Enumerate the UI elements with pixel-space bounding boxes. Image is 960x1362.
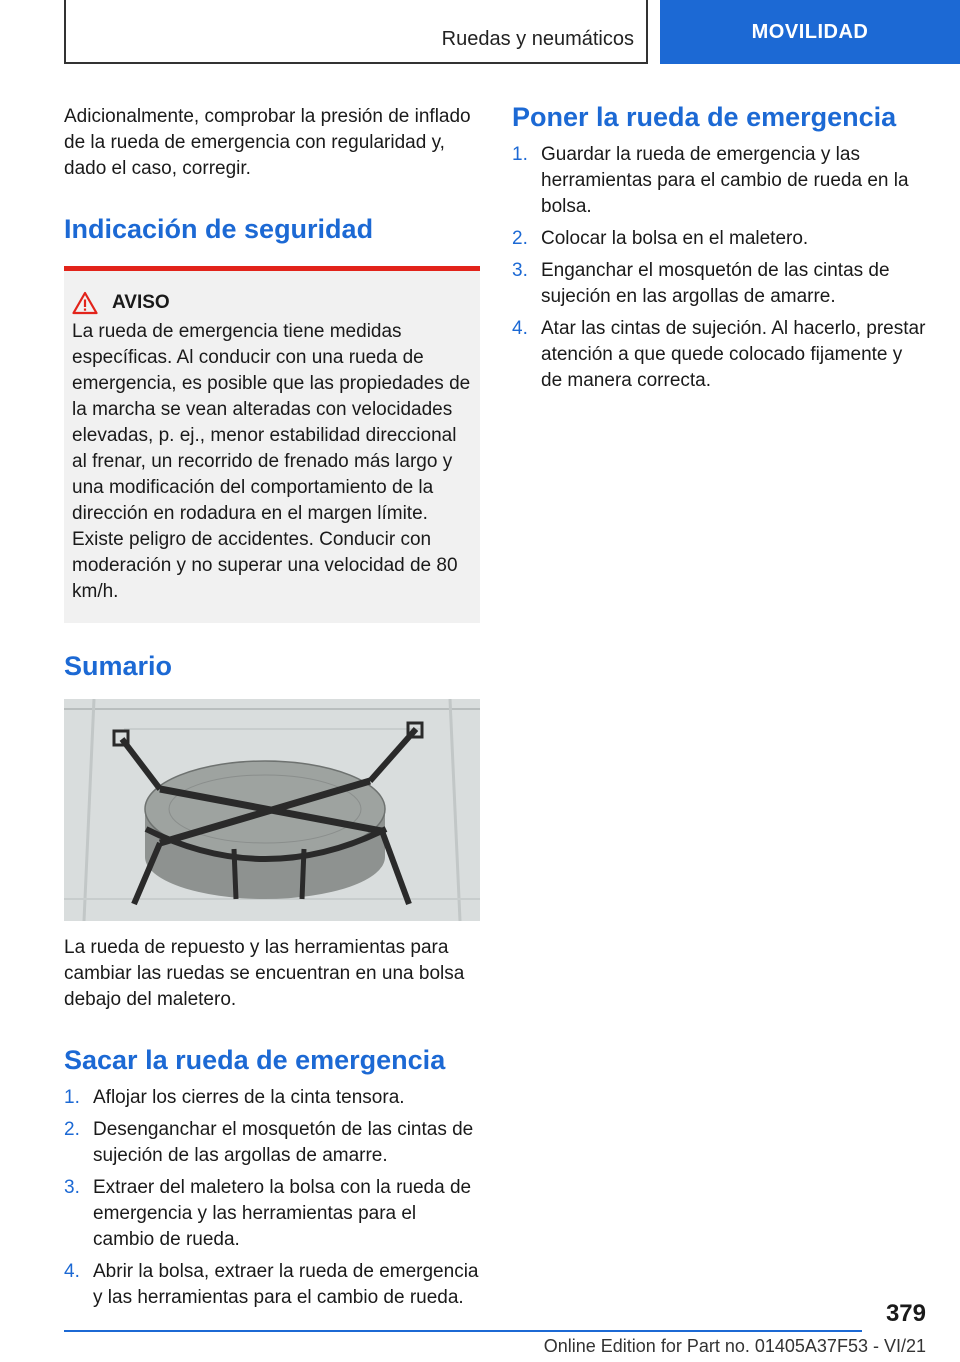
install-heading: Poner la rueda de emergencia	[512, 102, 897, 132]
remove-heading: Sacar la rueda de emergencia	[64, 1045, 446, 1075]
header-chapter-tab[interactable]: MOVILIDAD	[660, 0, 960, 64]
list-item: 2. Colocar la bolsa en el maletero.	[512, 228, 809, 249]
left-column	[64, 104, 480, 1317]
remove-steps	[64, 1085, 480, 1311]
warning-triangle-icon	[72, 291, 98, 315]
spare-wheel-illustration	[64, 699, 480, 921]
list-item: 1. Aflojar los cierres de la cinta tensora.	[64, 1087, 405, 1108]
header-section-title: Ruedas y neumáticos	[441, 28, 634, 50]
warning-box	[64, 266, 480, 623]
summary-heading: Sumario	[64, 651, 173, 681]
list-item: 3. Extraer del maletero la bolsa con la rueda de emergencia y las herramientas para el cambio de rueda.	[64, 1177, 472, 1250]
intro-paragraph: Adicionalmente, comprobar la presión de inflado de la rueda de emergencia con regularidad y, dado el caso, corregir.	[64, 106, 471, 179]
right-column	[512, 100, 928, 400]
footer-divider	[64, 1330, 862, 1332]
list-item: 4. Abrir la bolsa, extraer la rueda de emergencia y las herramientas para el cambio de rueda.	[64, 1261, 479, 1308]
list-item: 3. Enganchar el mosquetón de las cintas de sujeción en las argollas de amarre.	[512, 260, 890, 307]
list-item: 1. Guardar la rueda de emergencia y las herramientas para el cambio de rueda en la bolsa.	[512, 144, 909, 217]
safety-heading: Indicación de seguridad	[64, 214, 374, 244]
footer-edition: Online Edition for Part no. 01405A37F53 - VI/21	[543, 1336, 926, 1356]
summary-caption: La rueda de repuesto y las herramientas para cambiar las ruedas se encuentran en una bolsa debajo del maletero.	[64, 937, 465, 1010]
page-number: 379	[885, 1300, 926, 1327]
warning-text: La rueda de emergencia tiene medidas específicas. Al conducir con una rueda de emergencia, es posible que las propiedades de la marcha se vean alteradas con velocidades elevadas, p. ej., menor estabilidad direccional al frenar, un recorrido de frenado más largo y una modificación del comportamiento de la dirección en rodadura en el margen límite. Existe peligro de accidentes. Conducir con moderación y no superar una velocidad de 80 km/h.	[72, 321, 471, 602]
warning-title	[72, 291, 474, 315]
spare-wheel-figure	[64, 699, 480, 921]
install-steps	[512, 142, 928, 394]
warning-label: AVISO	[112, 292, 170, 313]
list-item: 4. Atar las cintas de sujeción. Al hacerlo, prestar atención a que quede colocado fijamente y de manera correcta.	[512, 318, 926, 391]
list-item: 2. Desenganchar el mosquetón de las cintas de sujeción de las argollas de amarre.	[64, 1119, 474, 1166]
